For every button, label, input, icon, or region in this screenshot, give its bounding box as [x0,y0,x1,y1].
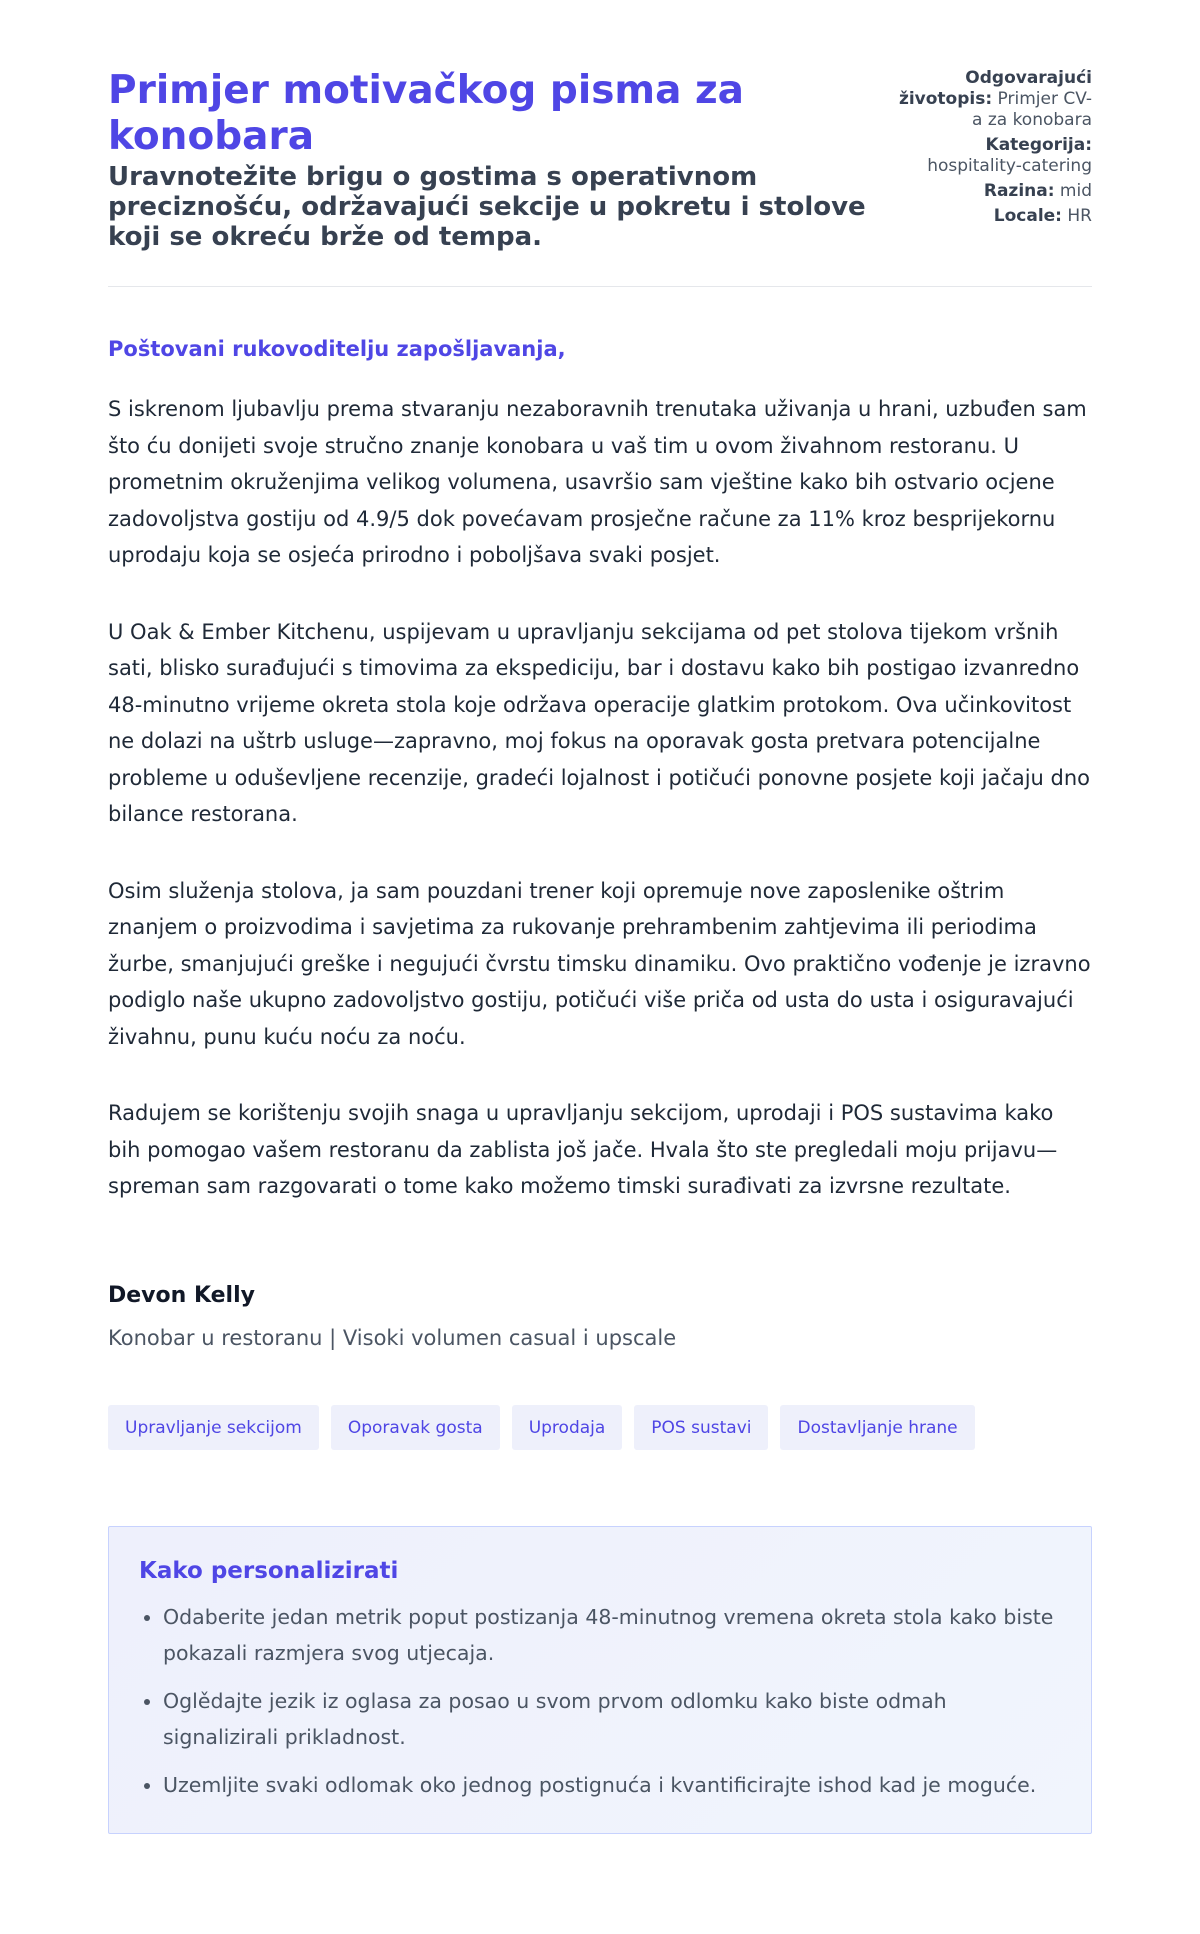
signature-block [108,1281,1092,1353]
tip-item: • Odaberite jedan metrik poput postizanja 48-minutnog vremena okreta stola kako biste pokazali razmjera svog utjecaja. [163,1599,1061,1671]
tip-item: • Oglědajte jezik iz oglasa za posao u svom prvom odlomku kako biste odmah signalizirali prikladnost. [163,1683,1061,1755]
meta-category-label: Kategorija: [985,135,1092,155]
skill-tags [108,1405,1092,1450]
meta-locale-value: HR [1067,206,1092,226]
meta-category-value: hospitality-catering [927,156,1092,176]
skill-tag: Uprodaja [512,1405,623,1450]
meta-resume-value[interactable]: Primjer CV-a za konobara [972,89,1092,130]
tips-title: Kako personalizirati [139,1557,399,1584]
meta-level-value: mid [1059,181,1092,201]
letter-body [108,391,1092,1205]
meta-resume-label: Odgovarajući životopis: [898,68,1092,109]
meta-panel [893,68,1092,231]
page-subtitle: Uravnotežite brigu o gostima s operativnom preciznošću, održavajući sekcije u pokretu i stolove koji se okreću brže od tempa. [108,162,866,252]
meta-resume [893,68,1092,131]
skill-tag: POS sustavi [634,1405,768,1450]
signature-name: Devon Kelly [108,1282,255,1308]
meta-category [893,135,1092,177]
header-text [108,68,893,252]
page-title: Primjer motivačkog pisma za konobara [108,68,744,159]
meta-locale-label: Locale: [993,206,1062,226]
signature-role: Konobar u restoranu | Visoki volumen casual i upscale [108,1325,677,1350]
personalize-tips-box [108,1526,1092,1834]
letter-paragraph: Osim služenja stolova, ja sam pouzdani trener koji opremuje nove zaposlenike oštrim znanjem o proizvodima i savjetima za rukovanje prehrambenim zahtjevima ili periodima žurbe, smanjujući greške i negujući čvrstu timsku dinamiku. Ovo praktično vođenje je izravno podiglo naše ukupno zadovoljstvo gostiju, potičući više priča od usta do usta i osiguravajući živahnu, punu kuću noću za noću. [108,878,1091,1049]
meta-level-label: Razina: [983,181,1055,201]
letter-paragraph: S iskrenom ljubavlju prema stvaranju nezaboravnih trenutaka uživanja u hrani, uzbuđen sam što ću donijeti svoje stručno znanje konobara u vaš tim u ovom živahnom restoranu. U prometnim okruženjima velikog volumena, usavršio sam vještine kako bih ostvario ocjene zadovoljstva gostiju od 4.9/5 dok povećavam prosječne račune za 11% kroz besprijekornu uprodaju koja se osjeća prirodno i poboljšava svaki posjet. [108,397,1087,567]
tip-item: • Uzemljite svaki odlomak oko jednog postignuća i kvantificirajte ishod kad je moguće. [163,1767,1061,1803]
meta-level [893,181,1092,202]
letter-paragraph: U Oak & Ember Kitchenu, uspijevam u upravljanju sekcijama od pet stolova tijekom vršnih sati, blisko surađujući s timovima za ekspediciju, bar i dostavu kako bih postigao izvanredno 48-minutno vrijeme okreta stola koje održava operacije glatkim protokom. Ova učinkovitost ne dolazi na uštrb usluge—zapravno, moj fokus na oporavak gosta pretvara potencijalne probleme u oduševljene recenzije, gradeći lojalnost i potičući ponovne posjete koji jačaju dno bilance restorana. [108,619,1091,826]
letter-salutation: Poštovani rukovoditelju zapošljavanja, [108,337,566,361]
tips-list [139,1599,1061,1803]
page-header [108,68,1092,287]
skill-tag: Upravljanje sekcijom [108,1405,319,1450]
letter-paragraph: Radujem se korištenju svojih snaga u upravljanju sekcijom, uprodaji i POS sustavima kako bih pomogao vašem restoranu da zablista još jače. Hvala što ste pregledali moju prijavu—spreman sam razgovarati o tome kako možemo timski surađivati za izvrsne rezultate. [108,1101,1058,1198]
meta-locale [893,206,1092,227]
skill-tag: Dostavljanje hrane [780,1405,974,1450]
skill-tag: Oporavak gosta [331,1405,500,1450]
